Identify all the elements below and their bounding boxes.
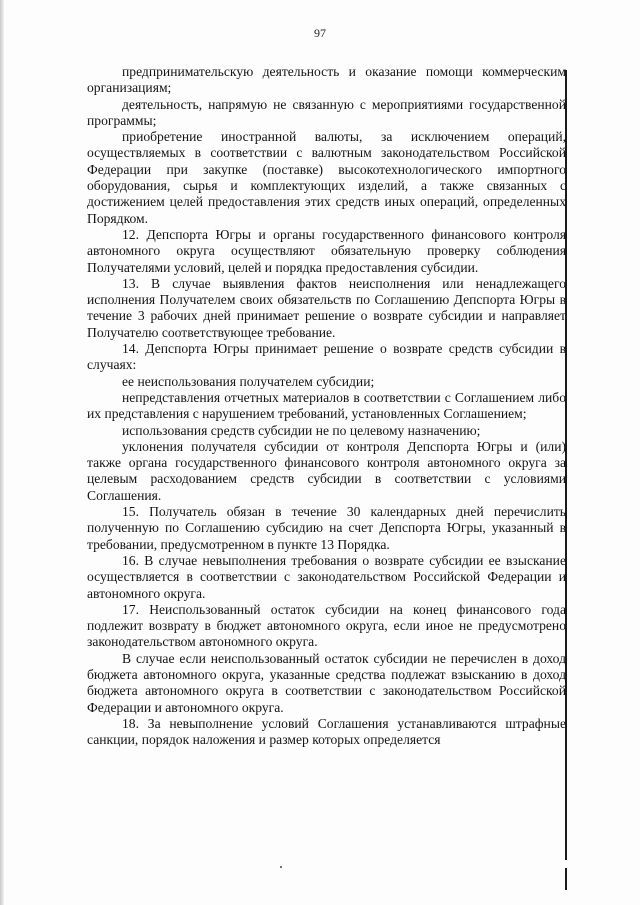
- paragraph: 14. Депспорта Югры принимает решение о возврате средств субсидии в случаях:: [87, 341, 566, 373]
- paragraph: ее неиспользования получателем субсидии;: [122, 373, 375, 389]
- paragraph: В случае если неиспользованный остаток субсидии не перечислен в доход бюджета автономного округа, указанные средства подлежат взысканию в доход бюджета автономного округа в соответствии с законодательством Российской Федерации и автономного округа.: [87, 650, 566, 715]
- paragraph: 17. Неиспользованный остаток субсидии на конец финансового года подлежит возврату в бюджет автономного округа, если иное не предусмотрено законодательством автономного округа.: [87, 601, 566, 650]
- paragraph: предпринимательскую деятельность и оказание помощи коммерческим организациям;: [87, 64, 566, 96]
- paragraph: 15. Получатель обязан в течение 30 календарных дней перечислить полученную по Соглашению субсидию на счет Депспорта Югры, указанный в требовании, предусмотренном в пункте 13 Порядка.: [87, 504, 566, 552]
- page-number: 97: [314, 26, 326, 40]
- document-body: [87, 64, 566, 748]
- paragraph: уклонения получателя субсидии от контроля Депспорта Югры и (или) также органа государственного финансового контроля автономного округа за целевым расходованием средств субсидии в соответствии с условиями Соглашения.: [87, 438, 566, 503]
- scan-left-edge: [0, 0, 4, 905]
- paragraph: 18. За невыполнение условий Соглашения устанавливаются штрафные санкции, порядок наложения и размер которых определяется: [87, 715, 566, 748]
- paragraph: 13. В случае выявления фактов неисполнения или ненадлежащего исполнения Получателем своих обязательств по Соглашению Депспорта Югры в течение 3 рабочих дней принимает решение о возврате субсидии и направляет Получателю соответствующее требование.: [87, 275, 566, 340]
- paragraph: деятельность, напрямую не связанную с мероприятиями государственной программы;: [87, 96, 566, 128]
- scan-speck: [280, 866, 282, 868]
- paragraph: непредставления отчетных материалов в соответствии с Соглашением либо их представления с нарушением требований, установленных Соглашением;: [87, 389, 566, 422]
- paragraph: 12. Депспорта Югры и органы государственного финансового контроля автономного округа осуществляют обязательную проверку соблюдения Получателями условий, целей и порядка предоставления субсидии.: [87, 226, 566, 275]
- paragraph: использования средств субсидии не по целевому назначению;: [122, 422, 481, 438]
- scan-right-border-lower: [565, 868, 567, 890]
- paragraph: 16. В случае невыполнения требования о возврате субсидии ее взыскание осуществляется в соответствии с законодательством Российской Федерации и автономного округа.: [87, 552, 566, 601]
- paragraph: приобретение иностранной валюты, за исключением операций, осуществляемых в соответствии с валютным законодательством Российской Федерации при закупке (поставке) высокотехнологического импортного оборудования, сырья и комплектующих изделий, а также связанных с достижением целей предоставления этих средств иных операций, определенных Порядком.: [87, 129, 566, 226]
